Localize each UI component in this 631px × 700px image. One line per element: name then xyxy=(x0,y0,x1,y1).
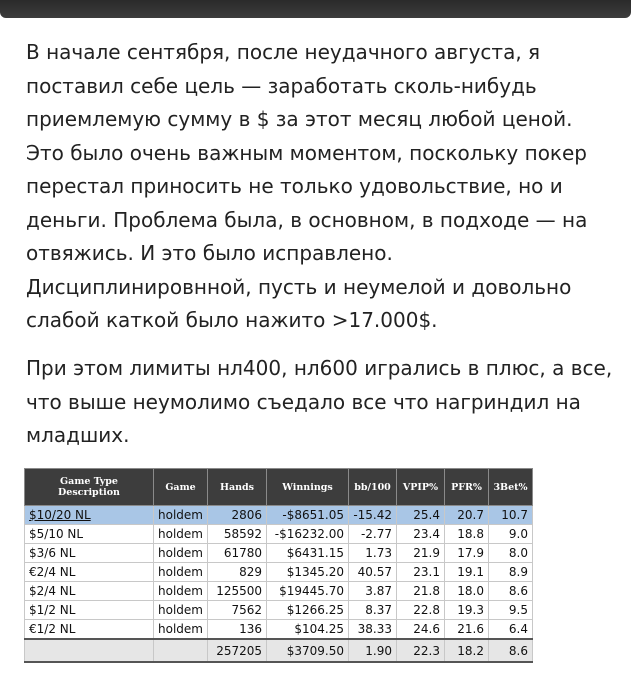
column-header-winnings[interactable]: Winnings xyxy=(267,469,349,506)
poker-stats-table xyxy=(24,468,533,663)
cell-game-type[interactable]: $5/10 NL xyxy=(25,525,154,544)
cell-hands: 58592 xyxy=(208,525,267,544)
cell-bb100: 1.73 xyxy=(349,544,397,563)
cell-bb100: 8.37 xyxy=(349,601,397,620)
table-total-row xyxy=(25,639,533,662)
total-hands: 257205 xyxy=(208,639,267,662)
cell-game-type[interactable]: $10/20 NL xyxy=(25,506,154,525)
cell-bb100: 38.33 xyxy=(349,620,397,640)
cell-game: holdem xyxy=(154,620,208,640)
article-paragraph: В начале сентября, после неудачного августа, я поставил себе цель — заработать сколь-нибудь приемлемую сумму в $ за этот месяц любой ценой. Это было очень важным моментом, поскольку покер перестал приносить не только удовольствие, но и деньги. Проблема была, в основном, в подходе — на отвяжись. И это было исправлено. Дисциплинировнной, пусть и неумелой и довольно слабой каткой было нажито >17.000$. xyxy=(26,40,588,332)
cell-vpip: 23.1 xyxy=(397,563,445,582)
column-header-bb100[interactable]: bb/100 xyxy=(349,469,397,506)
cell-winnings: $1345.20 xyxy=(267,563,349,582)
cell-pfr: 17.9 xyxy=(445,544,489,563)
cell-pfr: 18.8 xyxy=(445,525,489,544)
cell-3bet: 9.0 xyxy=(489,525,533,544)
total-winnings: $3709.50 xyxy=(267,639,349,662)
total-cell xyxy=(25,639,154,662)
cell-vpip: 22.8 xyxy=(397,601,445,620)
cell-hands: 125500 xyxy=(208,582,267,601)
cell-game: holdem xyxy=(154,544,208,563)
cell-3bet: 10.7 xyxy=(489,506,533,525)
cell-vpip: 25.4 xyxy=(397,506,445,525)
cell-winnings: -$8651.05 xyxy=(267,506,349,525)
column-header-hands[interactable]: Hands xyxy=(208,469,267,506)
cell-game-type[interactable]: $3/6 NL xyxy=(25,544,154,563)
cell-bb100: 3.87 xyxy=(349,582,397,601)
cell-bb100: 40.57 xyxy=(349,563,397,582)
total-pfr: 18.2 xyxy=(445,639,489,662)
cell-game-type[interactable]: $2/4 NL xyxy=(25,582,154,601)
cell-hands: 136 xyxy=(208,620,267,640)
cell-3bet: 8.0 xyxy=(489,544,533,563)
cell-winnings: $19445.70 xyxy=(267,582,349,601)
table-row[interactable] xyxy=(25,544,533,563)
column-header-vpip[interactable]: VPIP% xyxy=(397,469,445,506)
column-header-3bet[interactable]: 3Bet% xyxy=(489,469,533,506)
cell-3bet: 9.5 xyxy=(489,601,533,620)
cell-game-type[interactable]: €1/2 NL xyxy=(25,620,154,640)
cell-hands: 61780 xyxy=(208,544,267,563)
table-row[interactable] xyxy=(25,506,533,525)
cell-game: holdem xyxy=(154,506,208,525)
table-row[interactable] xyxy=(25,601,533,620)
column-header-pfr[interactable]: PFR% xyxy=(445,469,489,506)
total-bb100: 1.90 xyxy=(349,639,397,662)
total-vpip: 22.3 xyxy=(397,639,445,662)
cell-game: holdem xyxy=(154,582,208,601)
cell-3bet: 6.4 xyxy=(489,620,533,640)
cell-vpip: 21.8 xyxy=(397,582,445,601)
cell-vpip: 23.4 xyxy=(397,525,445,544)
cell-game: holdem xyxy=(154,601,208,620)
cell-3bet: 8.9 xyxy=(489,563,533,582)
cell-game: holdem xyxy=(154,525,208,544)
cell-pfr: 19.3 xyxy=(445,601,489,620)
cell-hands: 829 xyxy=(208,563,267,582)
table-row[interactable] xyxy=(25,582,533,601)
cell-game-type[interactable]: €2/4 NL xyxy=(25,563,154,582)
cell-winnings: $1266.25 xyxy=(267,601,349,620)
total-cell xyxy=(154,639,208,662)
cell-game-type[interactable]: $1/2 NL xyxy=(25,601,154,620)
cell-winnings: -$16232.00 xyxy=(267,525,349,544)
cell-winnings: $104.25 xyxy=(267,620,349,640)
cell-pfr: 18.0 xyxy=(445,582,489,601)
cell-pfr: 19.1 xyxy=(445,563,489,582)
cell-hands: 2806 xyxy=(208,506,267,525)
column-header-game-type[interactable]: Game Type Description xyxy=(25,469,154,506)
cell-winnings: $6431.15 xyxy=(267,544,349,563)
column-header-game[interactable]: Game xyxy=(154,469,208,506)
cell-vpip: 21.9 xyxy=(397,544,445,563)
table-header-row xyxy=(25,469,533,506)
table-row[interactable] xyxy=(25,620,533,640)
cell-bb100: -15.42 xyxy=(349,506,397,525)
table-row[interactable] xyxy=(25,563,533,582)
cell-3bet: 8.6 xyxy=(489,582,533,601)
total-3bet: 8.6 xyxy=(489,639,533,662)
cell-vpip: 24.6 xyxy=(397,620,445,640)
cell-hands: 7562 xyxy=(208,601,267,620)
cell-pfr: 20.7 xyxy=(445,506,489,525)
cell-pfr: 21.6 xyxy=(445,620,489,640)
top-dark-bar xyxy=(0,0,631,18)
article-paragraph: При этом лимиты нл400, нл600 игрались в плюс, а все, что выше неумолимо съедало все что нагриндил на младших. xyxy=(26,356,613,447)
cell-game: holdem xyxy=(154,563,208,582)
cell-bb100: -2.77 xyxy=(349,525,397,544)
table-row[interactable] xyxy=(25,525,533,544)
